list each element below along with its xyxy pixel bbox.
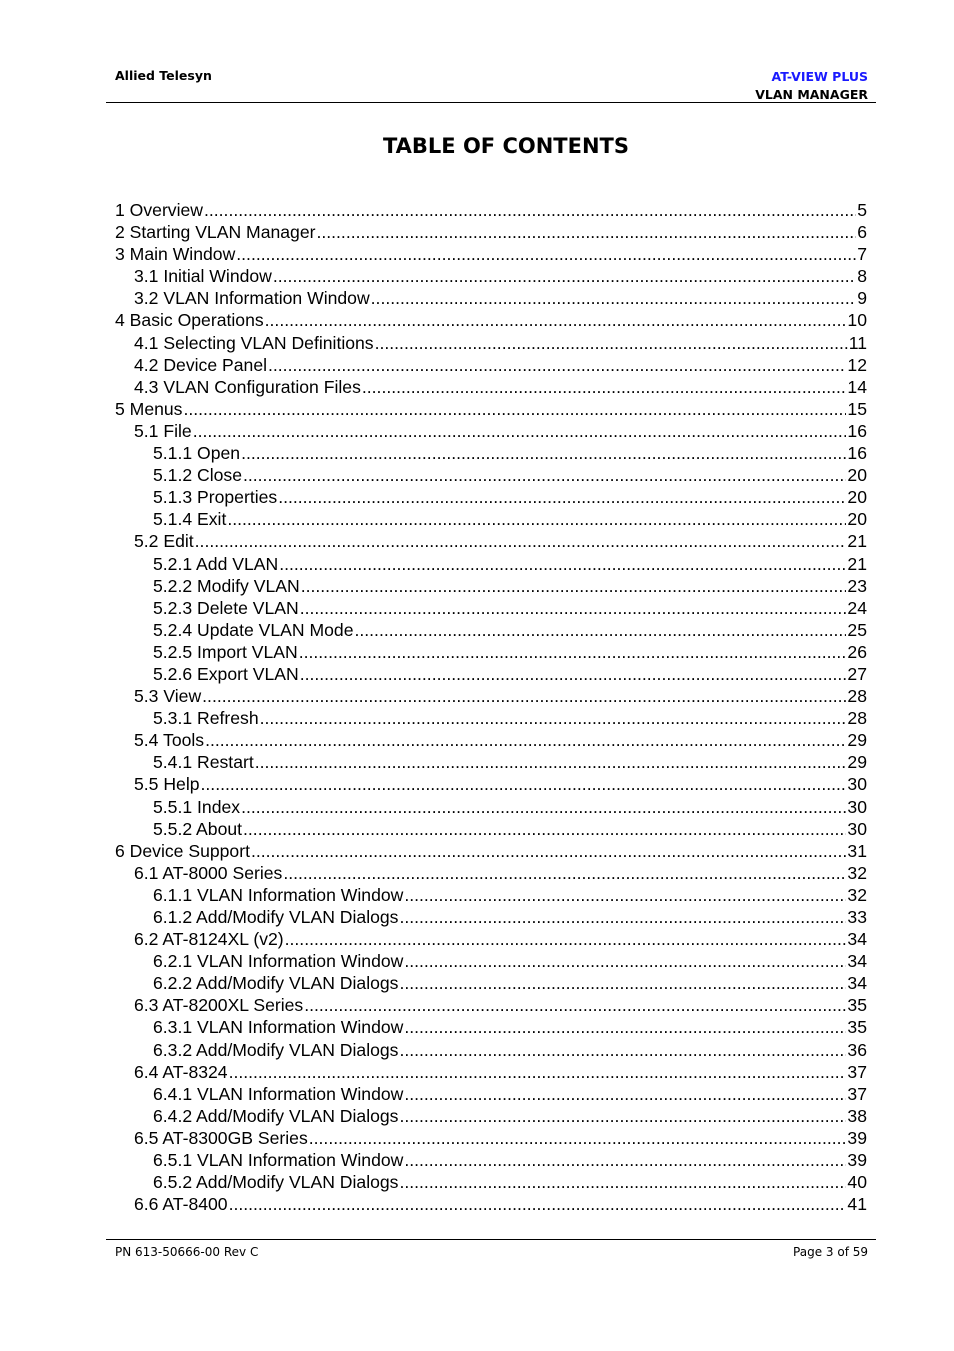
toc-entry[interactable]: [115, 420, 867, 442]
toc-entry-label: 4.2 Device Panel: [134, 354, 268, 375]
toc-entry[interactable]: [115, 972, 867, 994]
toc-entry[interactable]: [115, 265, 867, 287]
toc-entry-label: 6.2.2 Add/Modify VLAN Dialogs: [153, 973, 399, 994]
toc-entry[interactable]: [115, 751, 867, 773]
toc-entry-page: 30: [847, 774, 867, 795]
header-product-block: [755, 68, 868, 104]
toc-dot-leader: [201, 773, 847, 795]
toc-entry-label: 6.5 AT-8300GB Series: [134, 1127, 308, 1148]
toc-entry-label: 6.5.1 VLAN Information Window: [153, 1150, 404, 1171]
toc-entry[interactable]: [115, 287, 867, 309]
toc-dot-leader: [227, 508, 846, 530]
toc-entry-label: 1 Overview: [115, 200, 203, 220]
toc-entry[interactable]: [115, 1039, 867, 1061]
toc-entry-label: 6.2.1 VLAN Information Window: [153, 951, 404, 972]
toc-entry[interactable]: [115, 840, 867, 862]
toc-dot-leader: [404, 1083, 846, 1105]
toc-entry[interactable]: [115, 862, 867, 884]
toc-entry-label: 6.6 AT-8400: [134, 1194, 228, 1215]
toc-dot-leader: [404, 950, 846, 972]
toc-entry-page: 6: [857, 222, 867, 243]
toc-entry-label: 5 Menus: [115, 398, 183, 419]
toc-dot-leader: [273, 265, 856, 287]
toc-entry[interactable]: [115, 1127, 867, 1149]
toc-entry-page: 39: [847, 1127, 867, 1148]
toc-entry-page: 16: [847, 443, 867, 464]
toc-entry[interactable]: [115, 1171, 867, 1193]
toc-entry-label: 5.5.2 About: [153, 818, 243, 839]
toc-entry[interactable]: [115, 332, 867, 354]
toc-entry-page: 20: [847, 487, 867, 508]
toc-dot-leader: [183, 398, 846, 420]
toc-entry-label: 5.5 Help: [134, 774, 200, 795]
toc-entry-label: 2 Starting VLAN Manager: [115, 222, 316, 243]
toc-entry-label: 3 Main Window: [115, 244, 236, 265]
toc-entry[interactable]: [115, 796, 867, 818]
toc-entry-page: 14: [847, 376, 867, 397]
toc-dot-leader: [404, 1149, 846, 1171]
toc-entry-page: 10: [847, 310, 867, 331]
toc-entry-label: 5.3.1 Refresh: [153, 708, 259, 729]
toc-entry-page: 21: [847, 531, 867, 552]
toc-entry-label: 3.2 VLAN Information Window: [134, 288, 370, 309]
toc-entry[interactable]: [115, 1083, 867, 1105]
toc-entry[interactable]: [115, 1105, 867, 1127]
toc-entry-label: 6.3.2 Add/Modify VLAN Dialogs: [153, 1039, 399, 1060]
toc-entry-label: 5.2.1 Add VLAN: [153, 553, 279, 574]
toc-entry-page: 30: [847, 796, 867, 817]
toc-entry-page: 23: [847, 575, 867, 596]
table-of-contents: [115, 199, 867, 1215]
toc-entry-label: 5.2.3 Delete VLAN: [153, 597, 299, 618]
toc-dot-leader: [362, 376, 847, 398]
toc-dot-leader: [243, 818, 846, 840]
toc-entry-label: 6.4 AT-8324: [134, 1061, 228, 1082]
toc-dot-leader: [399, 1105, 846, 1127]
toc-entry-page: 39: [847, 1150, 867, 1171]
toc-entry-page: 29: [847, 730, 867, 751]
toc-dot-leader: [300, 663, 847, 685]
toc-entry-label: 5.3 View: [134, 686, 202, 707]
toc-entry[interactable]: [115, 884, 867, 906]
toc-entry[interactable]: [115, 1149, 867, 1171]
toc-entry-page: 34: [847, 929, 867, 950]
toc-entry[interactable]: [115, 773, 867, 795]
toc-entry-page: 26: [847, 641, 867, 662]
toc-entry-label: 5.1 File: [134, 420, 192, 441]
module-name: VLAN MANAGER: [755, 87, 868, 102]
toc-entry-page: 12: [847, 354, 867, 375]
toc-entry-page: 32: [847, 884, 867, 905]
toc-entry[interactable]: [115, 221, 867, 243]
toc-entry-page: 40: [847, 1172, 867, 1193]
toc-entry[interactable]: [115, 1193, 867, 1215]
toc-entry-label: 4.1 Selecting VLAN Definitions: [134, 332, 374, 353]
toc-dot-leader: [304, 994, 846, 1016]
toc-entry[interactable]: [115, 530, 867, 552]
toc-entry[interactable]: [115, 685, 867, 707]
toc-entry-page: 37: [847, 1061, 867, 1082]
toc-entry-label: 6.4.1 VLAN Information Window: [153, 1083, 404, 1104]
toc-dot-leader: [241, 442, 846, 464]
toc-dot-leader: [399, 906, 846, 928]
toc-dot-leader: [268, 354, 846, 376]
toc-entry-page: 34: [847, 951, 867, 972]
toc-dot-leader: [229, 1193, 847, 1215]
company-name: Allied Telesyn: [115, 68, 212, 83]
toc-entry[interactable]: [115, 1016, 867, 1038]
toc-dot-leader: [404, 884, 846, 906]
toc-entry-label: 5.1.1 Open: [153, 443, 241, 464]
toc-entry-label: 5.2.6 Export VLAN: [153, 663, 299, 684]
toc-entry[interactable]: [115, 906, 867, 928]
product-name: AT-VIEW PLUS: [771, 69, 868, 84]
toc-entry[interactable]: [115, 729, 867, 751]
toc-entry-label: 6.2 AT-8124XL (v2): [134, 929, 284, 950]
toc-dot-leader: [278, 486, 846, 508]
toc-entry-page: 11: [848, 332, 867, 353]
toc-entry-page: 37: [847, 1083, 867, 1104]
toc-entry-label: 4 Basic Operations: [115, 310, 264, 331]
toc-entry-page: 35: [847, 1017, 867, 1038]
toc-entry-page: 35: [847, 995, 867, 1016]
toc-dot-leader: [300, 597, 847, 619]
toc-dot-leader: [205, 729, 846, 751]
toc-entry-label: 6 Device Support: [115, 840, 250, 861]
page-header: [106, 66, 876, 103]
toc-dot-leader: [355, 619, 847, 641]
toc-entry-page: 30: [847, 818, 867, 839]
toc-entry-label: 6.1.1 VLAN Information Window: [153, 884, 404, 905]
toc-entry-page: 24: [847, 597, 867, 618]
part-number: PN 613-50666-00 Rev C: [115, 1245, 259, 1259]
toc-entry-label: 5.2.2 Modify VLAN: [153, 575, 300, 596]
toc-entry-label: 5.5.1 Index: [153, 796, 241, 817]
toc-dot-leader: [193, 420, 847, 442]
toc-dot-leader: [375, 332, 848, 354]
toc-entry-page: 33: [847, 907, 867, 927]
toc-dot-leader: [371, 287, 857, 309]
toc-dot-leader: [260, 707, 847, 729]
toc-dot-leader: [229, 1061, 847, 1083]
toc-entry[interactable]: [115, 553, 867, 575]
toc-entry-page: 9: [857, 288, 867, 309]
toc-entry[interactable]: [115, 707, 867, 729]
toc-entry-page: 38: [847, 1105, 867, 1126]
toc-dot-leader: [195, 530, 847, 552]
toc-entry-page: 28: [847, 708, 867, 729]
toc-entry[interactable]: [115, 442, 867, 464]
toc-dot-leader: [299, 641, 847, 663]
toc-entry[interactable]: [115, 199, 867, 221]
toc-entry[interactable]: [115, 354, 867, 376]
toc-entry-label: 4.3 VLAN Configuration Files: [134, 376, 361, 397]
toc-entry[interactable]: [115, 641, 867, 663]
toc-entry-page: 36: [847, 1039, 867, 1060]
toc-dot-leader: [399, 1039, 846, 1061]
toc-entry-label: 5.2.5 Import VLAN: [153, 641, 298, 662]
toc-dot-leader: [399, 1171, 846, 1193]
toc-dot-leader: [404, 1016, 846, 1038]
toc-dot-leader: [285, 928, 847, 950]
toc-entry-label: 5.1.3 Properties: [153, 487, 278, 508]
toc-entry-page: 5: [857, 200, 867, 220]
toc-entry[interactable]: [115, 376, 867, 398]
toc-entry-label: 3.1 Initial Window: [134, 266, 272, 287]
toc-entry-page: 41: [847, 1194, 867, 1215]
toc-entry-page: 32: [847, 862, 867, 883]
toc-entry-label: 6.5.2 Add/Modify VLAN Dialogs: [153, 1172, 399, 1193]
toc-entry-label: 5.4 Tools: [134, 730, 205, 751]
toc-entry[interactable]: [115, 818, 867, 840]
page-title: TABLE OF CONTENTS: [382, 134, 630, 158]
toc-entry-page: 31: [847, 840, 867, 861]
toc-entry-page: 34: [847, 973, 867, 994]
toc-entry[interactable]: [115, 597, 867, 619]
toc-entry[interactable]: [115, 398, 867, 420]
toc-entry[interactable]: [115, 994, 867, 1016]
toc-entry-label: 5.2 Edit: [134, 531, 194, 552]
toc-dot-leader: [251, 840, 846, 862]
toc-dot-leader: [301, 575, 847, 597]
toc-entry-page: 7: [857, 244, 867, 265]
toc-entry-label: 5.1.4 Exit: [153, 509, 227, 530]
toc-entry-label: 5.2.4 Update VLAN Mode: [153, 619, 354, 640]
toc-dot-leader: [204, 199, 856, 221]
toc-entry-label: 6.3.1 VLAN Information Window: [153, 1017, 404, 1038]
toc-entry[interactable]: [115, 243, 867, 265]
toc-dot-leader: [279, 553, 846, 575]
toc-dot-leader: [309, 1127, 847, 1149]
page-footer: [106, 1239, 876, 1259]
toc-entry-label: 6.4.2 Add/Modify VLAN Dialogs: [153, 1105, 399, 1126]
toc-entry[interactable]: [115, 508, 867, 530]
toc-entry[interactable]: [115, 309, 867, 331]
toc-dot-leader: [241, 796, 846, 818]
toc-entry-label: 6.1.2 Add/Modify VLAN Dialogs: [153, 907, 399, 927]
toc-dot-leader: [283, 862, 846, 884]
toc-entry[interactable]: [115, 1061, 867, 1083]
toc-entry-page: 28: [847, 686, 867, 707]
toc-entry[interactable]: [115, 486, 867, 508]
toc-dot-leader: [202, 685, 846, 707]
toc-entry-page: 15: [847, 398, 867, 419]
toc-dot-leader: [243, 464, 846, 486]
toc-entry[interactable]: [115, 464, 867, 486]
toc-entry-page: 25: [847, 619, 867, 640]
page-indicator: Page 3 of 59: [793, 1245, 868, 1259]
toc-entry-label: 6.1 AT-8000 Series: [134, 862, 283, 883]
toc-entry[interactable]: [115, 928, 867, 950]
toc-dot-leader: [236, 243, 856, 265]
toc-entry-page: 29: [847, 752, 867, 773]
toc-dot-leader: [316, 221, 856, 243]
toc-entry-page: 21: [847, 553, 867, 574]
toc-dot-leader: [255, 751, 847, 773]
toc-entry-label: 6.3 AT-8200XL Series: [134, 995, 304, 1016]
toc-entry[interactable]: [115, 619, 867, 641]
toc-entry-page: 8: [857, 266, 867, 287]
toc-entry-page: 16: [847, 420, 867, 441]
toc-dot-leader: [399, 972, 846, 994]
toc-entry-label: 5.4.1 Restart: [153, 752, 254, 773]
toc-entry-page: 20: [847, 465, 867, 486]
toc-dot-leader: [265, 309, 847, 331]
toc-entry[interactable]: [115, 950, 867, 972]
toc-entry-label: 5.1.2 Close: [153, 465, 242, 486]
toc-entry[interactable]: [115, 575, 867, 597]
toc-entry[interactable]: [115, 663, 867, 685]
toc-entry-page: 27: [847, 663, 867, 684]
toc-entry-page: 20: [847, 509, 867, 530]
